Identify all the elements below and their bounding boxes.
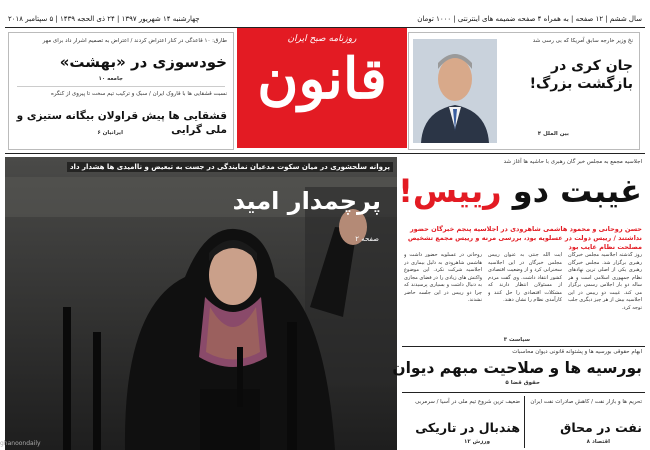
teaser-page-ref: بین الملل ۴ <box>537 131 569 137</box>
oil-kicker: تحریم ها و بازار نفت / کاهش صادرات نفت ایران <box>530 399 642 405</box>
lead-subhead: حسن روحانی و محمود هاشمی شاهرودی در اجلاسیه پنجم خبرگان حضور نداشتند / رییس دولت در عسلویه بود، بررسی مرنه و رییس مجمع تشخیص مصلحت نظام غایب بود <box>407 225 642 251</box>
story1-headline[interactable]: خودسوزی در «بهشت» <box>59 53 227 71</box>
issue-info: سال ششم | ۱۲ صفحه | به همراه ۴ صفحه ضمیمه های اینترنتی | ۱۰۰۰ تومان <box>417 15 642 23</box>
story1-kicker: طارق: ۱۰ قاعدگی در کنار اعتراض کردند / اعتراض به تصمیم اشرار داد برای مهر <box>42 38 227 44</box>
lead-headline-black: غیبت دو <box>512 172 642 210</box>
photo-headline: پرچمدار امید <box>232 187 381 215</box>
mid-rule <box>5 153 645 154</box>
vertical-divider <box>524 396 525 448</box>
date-bar <box>0 12 650 26</box>
masthead-logo[interactable] <box>237 28 407 148</box>
lead-kicker: اجلاسیه مجمع به مجلس خبر گان رهبری با حاشیه ها آغاز شد <box>503 159 642 165</box>
handball-headline[interactable]: هندبال در تاریکی <box>415 420 520 435</box>
logo-tagline: روزنامه صبح ایران <box>287 34 357 44</box>
photo-page-ref: صفحه ۲ <box>355 235 379 243</box>
story2-page-ref: ایرانیان ۶ <box>97 130 123 136</box>
portrait-photo <box>413 39 497 143</box>
issue-date: چهارشنبه ۱۴ شهریور ۱۳۹۷ | ۲۴ ذی الحجه ۱۴۳۹ | ۵ سپتامبر ۲۰۱۸ <box>8 15 200 23</box>
oil-headline[interactable]: نفت در محاق <box>560 420 642 435</box>
lead-col-1: روز گذشته اجلاسیه مجلس خبرگان رهبری برگزار شد. مجلس خبرگان رهبری یکی از اصلی ترین نهادهای نظام جمهوری اسلامی است و هر ساله دو بار اجلاس رسمی برگزار می کند. غیبت دو رییس در این اجلاسیه بیش از هر چیز دیگری جلب توجه کرد. <box>568 252 642 311</box>
teaser-box-left <box>8 32 234 150</box>
oil-page-ref: اقتصاد ۸ <box>586 439 610 445</box>
mid-kicker: ابهام حقوقی بورسیه ها و پشتوانه قانونی دیوان محاسبات <box>512 349 642 355</box>
story1-page-ref: جامعه ۱۰ <box>98 76 123 82</box>
rule-2 <box>402 346 645 347</box>
lead-page-ref: سیاست ۳ <box>503 337 530 343</box>
teaser-kicker: نخ وزیر خارجه سابق آمریکا که بی رسی شد <box>532 38 633 44</box>
story2-kicker: نسبت قشقایی ها با قاروک ایران / سبک و ترکیب تیم سخت تا پیروی از کنگره <box>51 91 227 97</box>
watermark: ghanoondaily <box>0 440 41 447</box>
mid-page-ref: حقوق قضا ۵ <box>505 380 540 386</box>
rule-3 <box>402 392 645 393</box>
lead-headline[interactable] <box>398 170 642 212</box>
teaser-headline: جان کری در بازگشت بزرگ! <box>529 58 633 92</box>
divider <box>17 86 225 87</box>
photo-caption: پروانه سلحشوری در میان سکوت مدعیان نمایندگی در جست به تبعیض و ناامیدی ها هشدار داد <box>67 162 393 172</box>
story2-headline[interactable]: قشقایی ها پیش قراولان بیگانه ستیزی و ملی گرایی <box>16 110 227 136</box>
handball-page-ref: ورزش ۱۲ <box>464 439 490 445</box>
lead-col-3: روحانی در عسلویه حضور داشت و هاشمی شاهرودی به دلیل بیماری در اجلاسیه شرکت نکرد. این موضوع واکنش های زیادی را در فضای مجازی به دنبال داشت و بسیاری پرسیدند که چرا دو رییس در این جلسه حاضر نشدند. <box>404 252 482 303</box>
logo-name: قانون <box>257 46 387 112</box>
lead-headline-red: رییس! <box>398 172 502 210</box>
mid-headline[interactable]: بورسیه ها و صلاحیت مبهم دیوان <box>392 359 642 377</box>
main-photo-block[interactable] <box>5 157 397 450</box>
lead-col-2: آیت الله جنتی به عنوان رییس مجلس خبرگان در این اجلاسیه سخنرانی کرد و از وضعیت اقتصادی کشور انتقاد داشت. وی گفت مردم از مسئولان انتظار دارند که مشکلات اقتصادی را حل کنند و کارآمدی نظام را نشان دهند. <box>488 252 562 303</box>
handball-kicker: ضعیف ترین شروع تیم ملی در آسیا / سرمربی <box>415 399 520 405</box>
teaser-kerry[interactable] <box>408 32 640 150</box>
